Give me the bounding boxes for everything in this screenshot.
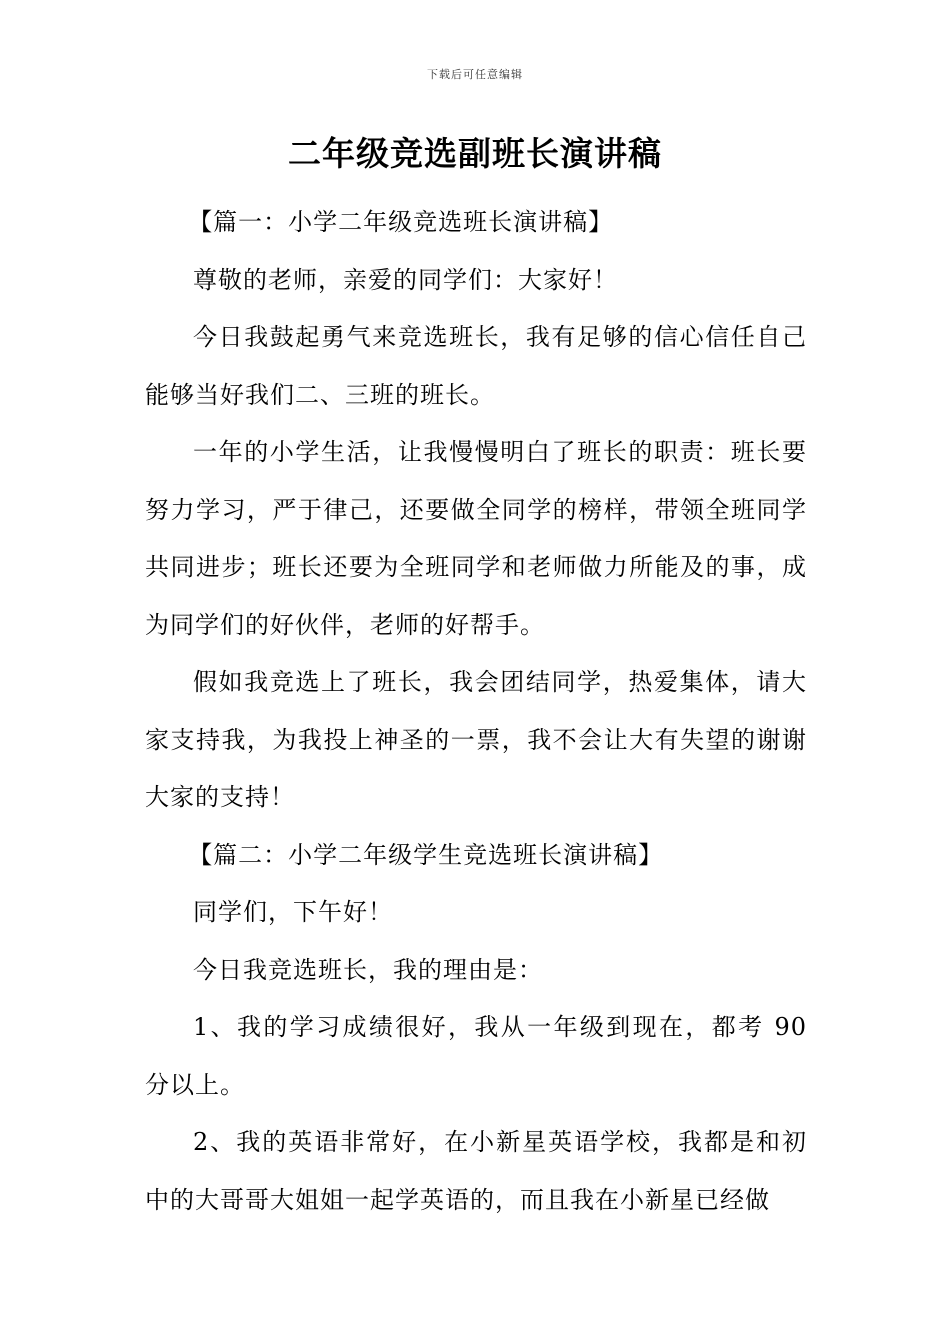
section-heading-2: 【篇二：小学二年级学生竞选班长演讲稿】 (188, 840, 664, 869)
paragraph: 今日我竞选班长，我的理由是： (193, 955, 543, 984)
paragraph: 1、我的学习成绩很好，我从一年级到现在，都考 90 分以上。 (145, 1013, 807, 1099)
paragraph: 尊敬的老师，亲爱的同学们：大家好！ (193, 265, 618, 294)
paragraph: 同学们，下午好！ (193, 898, 393, 926)
paragraph: 假如我竞选上了班长，我会团结同学，热爱集体，请大家支持我，为我投上神圣的一票，我不会让大有失望的谢谢大家的支持！ (145, 668, 807, 811)
document-body (145, 194, 807, 1229)
paragraph: 今日我鼓起勇气来竞选班长，我有足够的信心信任自己能够当好我们二、三班的班长。 (145, 323, 807, 409)
header-note: 下载后可任意编辑 (427, 68, 523, 81)
document-title: 二年级竞选副班长演讲稿 (288, 134, 662, 173)
paragraph: 2、我的英语非常好，在小新星英语学校，我都是和初中的大哥哥大姐姐一起学英语的，而且我在小新星已经做 (145, 1128, 807, 1214)
section-heading-1: 【篇一：小学二年级竞选班长演讲稿】 (188, 208, 614, 236)
paragraph: 一年的小学生活，让我慢慢明白了班长的职责：班长要努力学习，严于律己，还要做全同学的榜样，带领全班同学共同进步；班长还要为全班同学和老师做力所能及的事，成为同学们的好伙伴，老师的好帮手。 (145, 438, 807, 639)
